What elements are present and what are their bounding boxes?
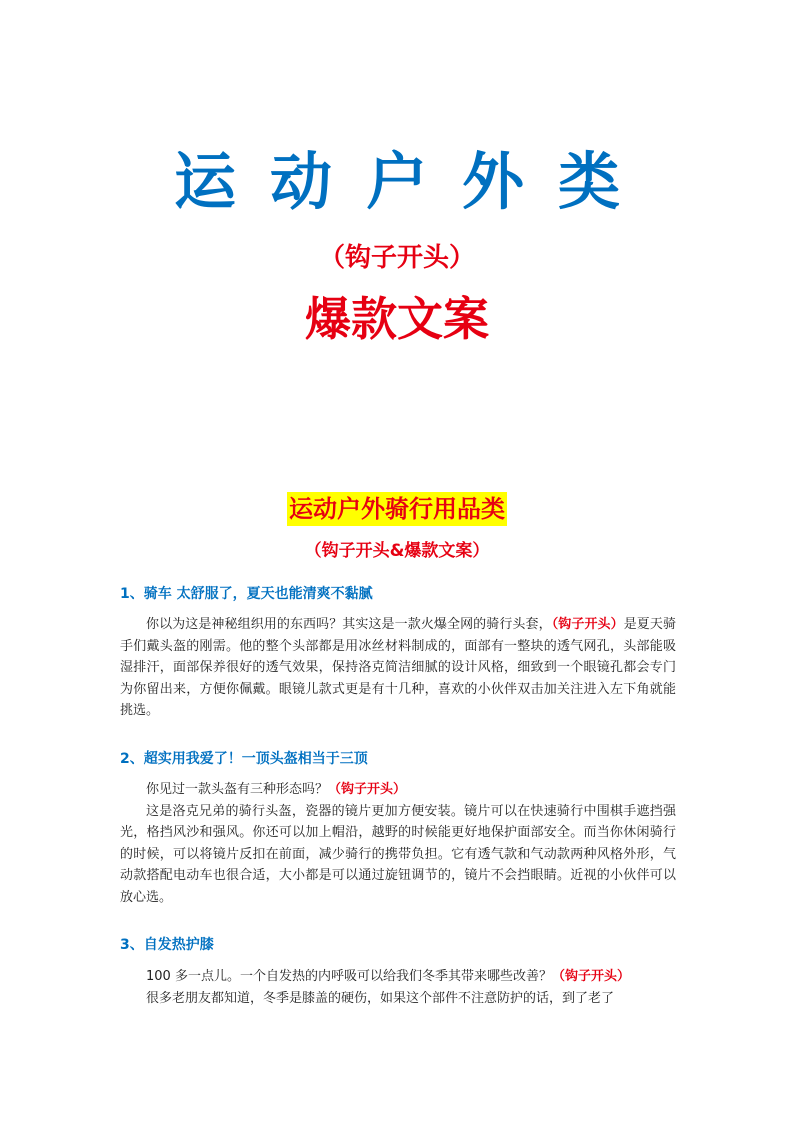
cover-main-title: 爆款文案 bbox=[305, 292, 489, 346]
item-text-1: 是夏天骑手们戴头盔的刚需。他的整个头部都是用冰丝材料制成的，面部有一整块的透气网孔，头部能吸湿排汗，面部保养很好的透气效果，保持洛克简洁细腻的设计风格，细致到一个眼镜孔都会专门为你留出来，方便你佩戴。眼镜儿款式更是有十几种，喜欢的小伙伴双击加关注进入左下角就能挑选。 bbox=[120, 617, 676, 719]
section-title-wrap bbox=[0, 492, 794, 526]
item-heading-3: 3、自发热护膝 bbox=[120, 937, 214, 953]
cover-subtitle: （钩子开头） bbox=[318, 243, 475, 273]
item-hook-label-1: （钩子开头） bbox=[551, 617, 624, 632]
item-hook-line-1: 你以为这是神秘组织用的东西吗？其实这是一款火爆全网的骑行头套， bbox=[146, 617, 552, 632]
item-hook-line-2: 你见过一款头盔有三种形态吗？ bbox=[146, 782, 329, 797]
item-body-3 bbox=[120, 966, 676, 1009]
item-body-2 bbox=[120, 779, 676, 909]
section-subtitle: （钩子开头&爆款文案） bbox=[304, 541, 490, 561]
item-body-1 bbox=[120, 614, 676, 722]
item-hook-line-3: 100 多一点儿。一个自发热的内呼吸可以给我们冬季其带来哪些改善？ bbox=[146, 969, 552, 984]
item-hook-label-3: （钩子开头） bbox=[551, 969, 630, 984]
item-heading-2: 2、超实用我爱了！一顶头盔相当于三顶 bbox=[120, 751, 368, 767]
section-title: 运动户外骑行用品类 bbox=[287, 492, 507, 526]
item-text-2: 这是洛克兄弟的骑行头盔，瓷器的镜片更加方便安装。镜片可以在快速骑行中围棋手遮挡强光，格挡风沙和强风。你还可以加上帽沿，越野的时候能更好地保护面部安全。而当你休闲骑行的时候，可以将镜片反扣在前面，减少骑行的携带负担。它有透气款和气动款两种风格外形，气动款搭配电动车也很合适，大小都是可以通过旋钮调节的，镜片不会挡眼睛。近视的小伙伴可以放心选。 bbox=[120, 803, 676, 905]
cover-title: 运动户外类 bbox=[173, 145, 654, 218]
item-text-3: 很多老朋友都知道，冬季是膝盖的硬伤，如果这个部件不注意防护的话，到了老了 bbox=[146, 990, 615, 1006]
item-heading-1: 1、骑车 太舒服了，夏天也能清爽不黏腻 bbox=[120, 586, 373, 602]
item-hook-label-2: （钩子开头） bbox=[328, 782, 407, 797]
